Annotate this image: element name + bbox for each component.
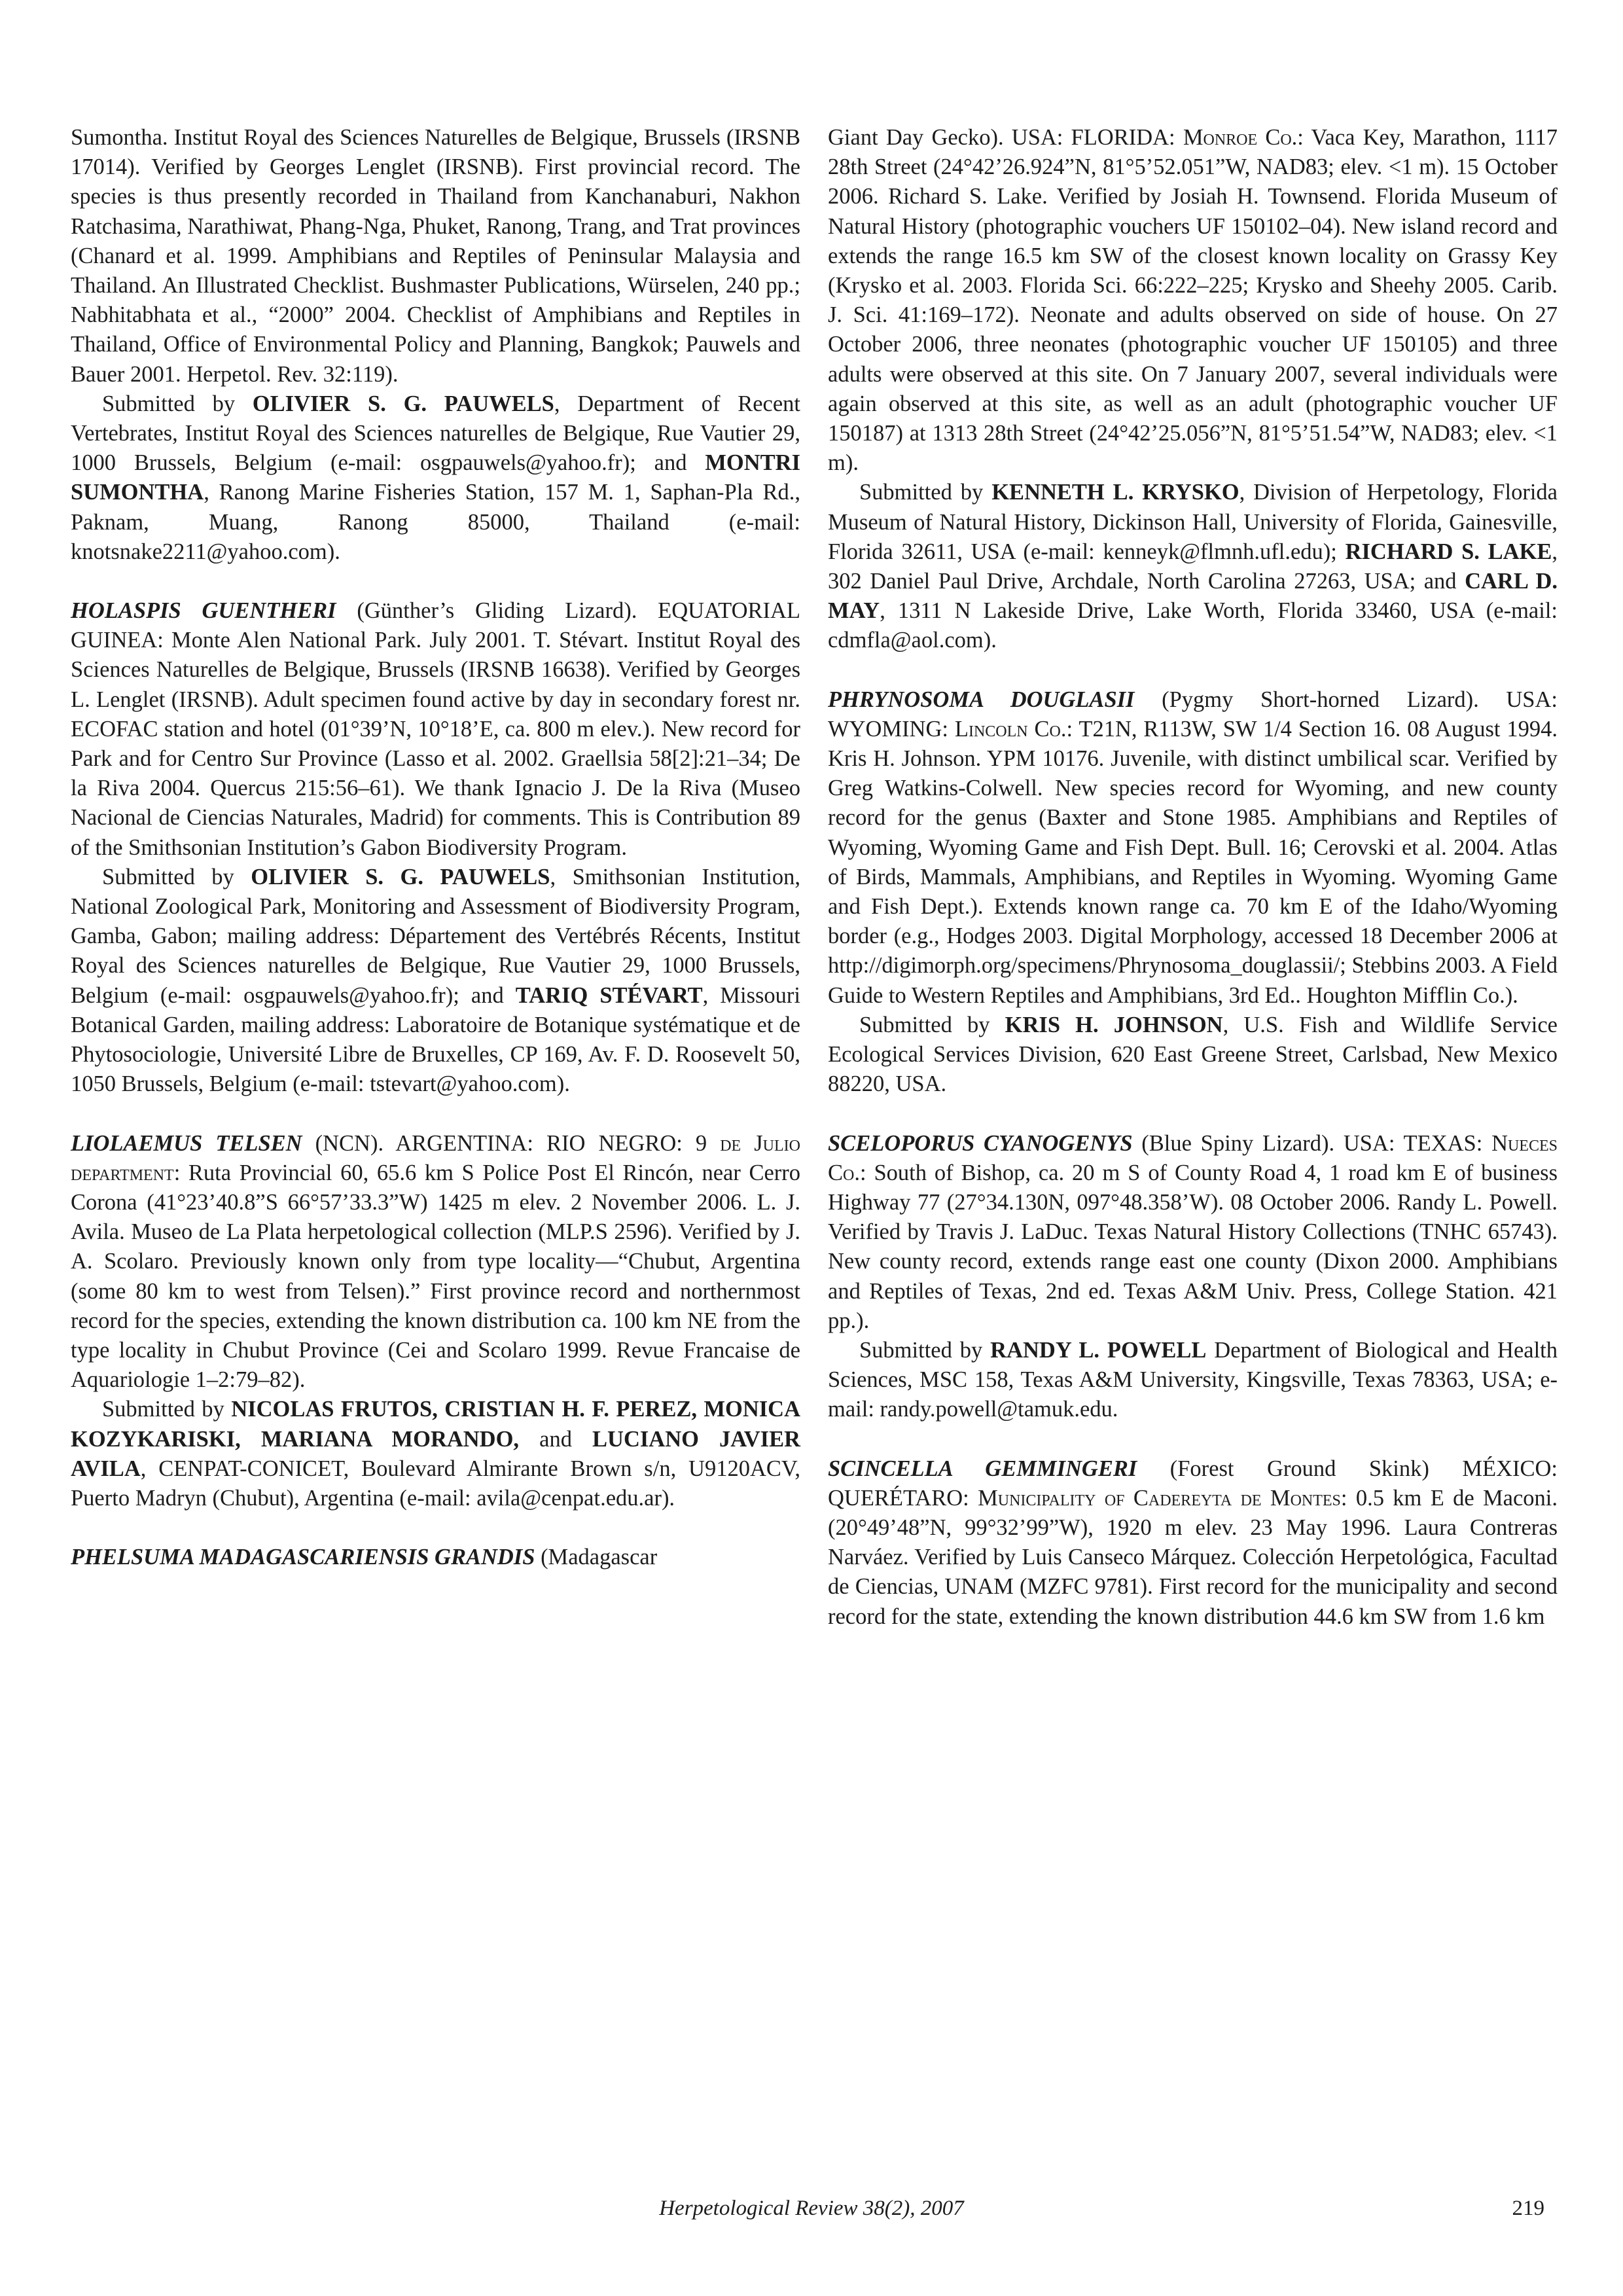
author-name: LUCIANO JAVIER AVILA [71,1426,800,1481]
species-name: HOLASPIS GUENTHERI [71,598,336,624]
author-name: CARL D. MAY [828,569,1558,624]
text-run: (Günther’s Gliding Lizard). EQUATORIAL GUINEA: Monte Alen National Park. July 2001. T. Stévart. Institut Royal des Sciences Naturelles de Belgique, Brussels (IRSNB 16638). Verified by Georges L. Lenglet (IRSNB). Adult specimen found active by day in secondary forest nr. ECOFAC station and hotel (01°39’N, 10°18’E, ca. 800 m elev.). New record for Park and for Centro Sur Province (Lasso et al. 2002. Graellsia 58[2]:21–34; De la Riva 2004. Quercus 215:56–61). We thank Ignacio J. De la Riva (Museo Nacional de Ciencias Naturales, Madrid) for comments. This is Contribution 89 of the Smithsonian Institution’s Gabon Biodiversity Program. [71,598,800,860]
record-paragraph [828,685,1558,1011]
text-run: (Madagascar [535,1545,658,1570]
submitter-paragraph [71,863,800,1100]
text-run: Submitted by [859,480,992,505]
text-run: Submitted by [859,1337,991,1363]
right-column [828,123,1558,1632]
text-run: Sumontha. Institut Royal des Sciences Naturelles de Belgique, Brussels (IRSNB 17014). Verified by Georges Lenglet (IRSNB). First provincial record. The species is thus presently recorded in Thailand from Kanchanaburi, Nakhon Ratchasima, Narathiwat, Phang-Nga, Phuket, Ranong, Trang, and Trat provinces (Chanard et al. 1999. Amphibians and Reptiles of Peninsular Malaysia and Thailand. An Illustrated Checklist. Bushmaster Publications, Würselen, 240 pp.; Nabhitabhata et al., “2000” 2004. Checklist of Amphibians and Reptiles in Thailand, Office of Environmental Policy and Planning, Bangkok; Pauwels and Bauer 2001. Herpetol. Rev. 32:119). [71,125,800,387]
species-name: SCINCELLA GEMMINGERI [828,1456,1137,1481]
author-name: OLIVIER S. G. PAUWELS [252,391,554,416]
record-paragraph [828,1129,1558,1336]
species-name: PHRYNOSOMA DOUGLASII [828,687,1135,712]
species-name: PHELSUMA MADAGASCARIENSIS GRANDIS [71,1545,535,1570]
text-run: : South of Bishop, ca. 20 m S of County Road 4, 1 road km E of business Highway 77 (27°34.130N, 097°48.358’W). 08 October 2006. Randy L. Powell. Verified by Travis J. LaDuc. Texas Natural History Collections (TNHC 65743). New county record, extends range east one county (Dixon 2000. Amphibians and Reptiles of Texas, 2nd ed. Texas A&M Univ. Press, College Station. 421 pp.). [828,1160,1558,1333]
submitter-paragraph [828,1011,1558,1100]
text-run: : Vaca Key, Marathon, 1117 28th Street (24°42’26.924”N, 81°5’52.051”W, NAD83; elev. <1 m). 15 October 2006. Richard S. Lake. Verified by Josiah H. Townsend. Florida Museum of Natural History (photographic vouchers UF 150102–04). New island record and extends the range 16.5 km SW of the closest known locality on Grassy Key (Krysko et al. 2003. Florida Sci. 66:222–225; Krysko and Sheehy 2005. Carib. J. Sci. 41:169–172). Neonate and adults observed on side of house. On 27 October 2006, three neonates (photographic voucher UF 150105) and three adults were observed at this site. On 7 January 2007, several individuals were again observed at this site, as well as an adult (photographic voucher UF 150187) at 1313 28th Street (24°42’25.056”N, 81°5’51.54”W, NAD83; elev. <1 m). [828,125,1558,476]
record-paragraph [71,1543,800,1572]
record-paragraph [71,123,800,389]
submitter-paragraph [71,389,800,567]
text-run: Submitted by [102,391,253,416]
text-run: : T21N, R113W, SW 1/4 Section 16. 08 August 1994. Kris H. Johnson. YPM 10176. Juvenile, with distinct umbilical scar. Verified by Greg Watkins-Colwell. New species record for Wyoming, and new county record for the genus (Baxter and Stone 1985. Amphibians and Reptiles of Wyoming, Wyoming Game and Fish Dept. Bull. 16; Cerovski et al. 2004. Atlas of Birds, Mammals, Amphibians, and Reptiles in Wyoming. Wyoming Game and Fish Dept.). Extends known range ca. 70 km E of the Idaho/Wyoming border (e.g., Hodges 2003. Digital Morphology, accessed 18 December 2006 at http://digimorph.org/specimens/Phrynosoma_douglassii/; Stebbins 2003. A Field Guide to Western Reptiles and Amphibians, 3rd Ed.. Houghton Mifflin Co.). [828,716,1558,1008]
text-run: Submitted by [102,1397,232,1422]
text-run: (Forest Ground Skink) MÉXICO: QUERÉTARO: [828,1456,1558,1511]
text-run: Submitted by [102,864,251,889]
record-paragraph [71,1129,800,1395]
journal-citation: Herpetological Review 38(2), 2007 [659,2197,964,2220]
text-run: , Ranong Marine Fisheries Station, 157 M. 1, Saphan-Pla Rd., Paknam, Muang, Ranong 85000, Thailand (e-mail: knotsnake2211@yahoo.com). [71,480,800,564]
species-name: LIOLAEMUS TELSEN [71,1130,302,1156]
species-name: SCELOPORUS CYANOGENYS [828,1130,1133,1156]
locality-smallcaps: de Julio department [71,1130,800,1185]
record-paragraph [71,596,800,863]
text-run: , U.S. Fish and Wildlife Service Ecological Services Division, 620 East Greene Street, Carlsbad, New Mexico 88220, USA. [828,1012,1558,1097]
text-run: Giant Day Gecko). USA: FLORIDA: [828,125,1183,150]
text-run: , 302 Daniel Paul Drive, Archdale, North Carolina 27263, USA; and [828,539,1558,594]
record-paragraph [828,123,1558,478]
text-run: : Ruta Provincial 60, 65.6 km S Police Post El Rincón, near Cerro Corona (41°23’40.8”S 66°57’33.3”W) 1425 m elev. 2 November 2006. L. J. Avila. Museo de La Plata herpetological collection (MLP.S 2596). Verified by J. A. Scolaro. Previously known only from type locality—“Chubut, Argentina (some 80 km to west from Telsen).” First province record and northernmost record for the species, extending the known distribution ca. 100 km NE from the type locality in Chubut Province (Cei and Scolaro 1999. Revue Francaise de Aquariologie 1–2:79–82). [71,1160,800,1393]
author-name: TARIQ STÉVART [515,982,703,1008]
author-name: RANDY L. POWELL [990,1337,1207,1363]
page-number: 219 [1512,2197,1544,2220]
author-name: NICOLAS FRUTOS, CRISTIAN H. F. PEREZ, MONICA KOZYKARISKI, MARIANA MORANDO, [71,1397,801,1452]
text-run: , Smithsonian Institution, National Zoological Park, Monitoring and Assessment of Biodiversity Program, Gamba, Gabon; mailing address: Département des Vertébrés Récents, Institut Royal des Sciences naturelles de Belgique, Rue Vautier 29, 1000 Brussels, Belgium (e-mail: osgpauwels@yahoo.fr); and [71,864,800,1008]
locality-smallcaps: Lincoln Co. [954,716,1067,742]
text-run: : 0.5 km E de Maconi. (20°49’48”N, 99°32’99”W), 1920 m elev. 23 May 1996. Laura Contreras Narváez. Verified by Luis Canseco Márquez. Colección Herpetológica, Facultad de Ciencias, UNAM (MZFC 9781). First record for the municipality and second record for the state, extending the known distribution 44.6 km SW from 1.6 km [828,1485,1558,1629]
text-run: , CENPAT-CONICET, Boulevard Almirante Brown s/n, U9120ACV, Puerto Madryn (Chubut), Argentina (e-mail: avila@cenpat.edu.ar). [71,1456,800,1511]
text-run: (Blue Spiny Lizard). USA: TEXAS: [1132,1130,1492,1156]
text-run: (NCN). ARGENTINA: RIO NEGRO: 9 [302,1130,721,1156]
page-footer [0,2197,1623,2229]
text-run: , Department of Recent Vertebrates, Institut Royal des Sciences naturelles de Belgique, Rue Vautier 29, 1000 Brussels, Belgium (e-mail: osgpauwels@yahoo.fr); and [71,391,801,476]
text-run: , Division of Herpetology, Florida Museum of Natural History, Dickinson Hall, University of Florida, Gainesville, Florida 32611, USA (e-mail: kenneyk@flmnh.ufl.edu); [828,480,1558,564]
text-run: , Missouri Botanical Garden, mailing address: Laboratoire de Botanique systématique et de Phytosociologie, Université Libre de Bruxelles, CP 169, Av. F. D. Roosevelt 50, 1050 Brussels, Belgium (e-mail: tstevart@yahoo.com). [71,982,800,1097]
locality-smallcaps: Monroe Co. [1183,125,1298,150]
author-name: OLIVIER S. G. PAUWELS [251,864,550,889]
left-column [71,123,800,1572]
text-run: (Pygmy Short-horned Lizard). USA: WYOMING: [828,687,1558,742]
text-run: and [519,1426,593,1452]
locality-smallcaps: Municipality of Cadereyta de Montes [978,1485,1341,1511]
locality-smallcaps: Nueces Co. [828,1130,1558,1185]
author-name: KENNETH L. KRYSKO [991,480,1240,505]
author-name: RICHARD S. LAKE [1345,539,1552,564]
record-paragraph [828,1454,1558,1632]
submitter-paragraph [71,1395,800,1513]
submitter-paragraph [828,1336,1558,1425]
author-name: KRIS H. JOHNSON [1005,1012,1223,1037]
text-run: , 1311 N Lakeside Drive, Lake Worth, Florida 33460, USA (e-mail: cdmfla@aol.com). [828,598,1558,653]
text-run: Submitted by [859,1012,1005,1037]
submitter-paragraph [828,478,1558,655]
author-name: MONTRI SUMONTHA [71,450,800,505]
text-run: Department of Biological and Health Sciences, MSC 158, Texas A&M University, Kingsville, Texas 78363, USA; e-mail: randy.powell@tamuk.edu. [828,1337,1558,1422]
